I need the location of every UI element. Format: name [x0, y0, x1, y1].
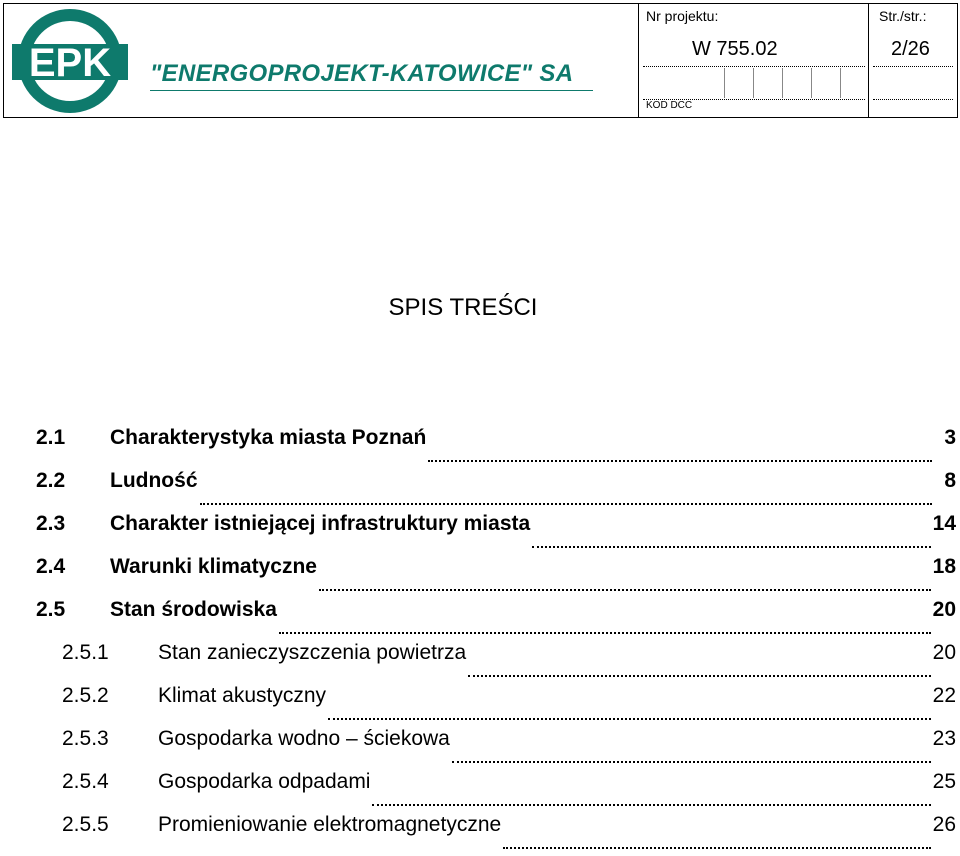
page-title: SPIS TREŚCI	[388, 294, 538, 321]
toc-page: 14	[932, 512, 956, 535]
code-box	[724, 68, 754, 98]
dotted-divider	[643, 66, 865, 67]
toc-title: Klimat akustyczny	[158, 684, 327, 707]
toc-title: Stan zanieczyszczenia powietrza	[158, 641, 467, 664]
dot-leader	[372, 790, 930, 806]
toc-entry[interactable]	[36, 770, 956, 813]
toc-page: 20	[932, 641, 956, 664]
dot-leader	[532, 532, 930, 548]
toc-title: Stan środowiska	[110, 598, 277, 621]
toc-entry[interactable]	[36, 555, 956, 598]
code-box	[753, 68, 783, 98]
page-number: 2/26	[891, 38, 930, 60]
svg-text:EPK: EPK	[28, 41, 112, 85]
company-name: "ENERGOPROJEKT-KATOWICE" SA	[150, 60, 574, 87]
toc-number: 2.3	[36, 512, 66, 535]
toc-entry[interactable]	[36, 813, 956, 856]
dotted-divider	[873, 99, 953, 100]
dot-leader	[468, 661, 930, 677]
toc-entry[interactable]	[36, 641, 956, 684]
logo-cell	[4, 4, 639, 117]
toc-page: 22	[932, 684, 956, 707]
toc-entry[interactable]	[36, 426, 956, 469]
toc-entry[interactable]	[36, 598, 956, 641]
toc-number: 2.5.3	[62, 727, 109, 750]
toc-title: Gospodarka odpadami	[158, 770, 371, 793]
toc-title: Ludność	[110, 469, 198, 492]
toc-page: 25	[932, 770, 956, 793]
toc-number: 2.1	[36, 426, 66, 449]
code-box	[840, 68, 870, 98]
toc-number: 2.2	[36, 469, 66, 492]
code-box	[811, 68, 841, 98]
toc-entry[interactable]	[36, 684, 956, 727]
toc-page: 3	[944, 426, 956, 449]
toc-title: Promieniowanie elektromagnetyczne	[158, 813, 502, 836]
toc-entry[interactable]	[36, 727, 956, 770]
dot-leader	[319, 575, 931, 591]
toc-page: 18	[932, 555, 956, 578]
toc-page: 20	[932, 598, 956, 621]
project-number: W 755.02	[692, 38, 778, 60]
page-cell	[869, 4, 957, 117]
company-underline	[150, 90, 593, 91]
dot-leader	[452, 747, 931, 763]
toc-number: 2.5.2	[62, 684, 109, 707]
kod-dcc-label: KOD DCC	[646, 100, 693, 111]
page-label: Str./str.:	[879, 8, 927, 24]
toc-title: Warunki klimatyczne	[110, 555, 317, 578]
toc-number: 2.5	[36, 598, 66, 621]
dot-leader	[200, 489, 933, 505]
table-of-contents	[36, 426, 956, 856]
dot-leader	[503, 833, 930, 849]
document-header	[3, 3, 958, 118]
toc-entry[interactable]	[36, 512, 956, 555]
dot-leader	[428, 446, 932, 462]
project-cell	[639, 4, 869, 117]
toc-page: 26	[932, 813, 956, 836]
toc-title: Gospodarka wodno – ściekowa	[158, 727, 450, 750]
toc-number: 2.4	[36, 555, 66, 578]
dot-leader	[328, 704, 931, 720]
dotted-divider	[873, 66, 953, 67]
toc-page: 8	[944, 469, 956, 492]
toc-page: 23	[932, 727, 956, 750]
code-boxes	[639, 68, 868, 98]
dot-leader	[279, 618, 931, 634]
code-box	[782, 68, 812, 98]
project-label: Nr projektu:	[646, 8, 719, 24]
toc-entry[interactable]	[36, 469, 956, 512]
toc-number: 2.5.5	[62, 813, 109, 836]
toc-number: 2.5.4	[62, 770, 109, 793]
toc-title: Charakter istniejącej infrastruktury miasta	[110, 512, 531, 535]
epk-logo	[10, 6, 130, 116]
toc-number: 2.5.1	[62, 641, 109, 664]
toc-title: Charakterystyka miasta Poznań	[110, 426, 427, 449]
